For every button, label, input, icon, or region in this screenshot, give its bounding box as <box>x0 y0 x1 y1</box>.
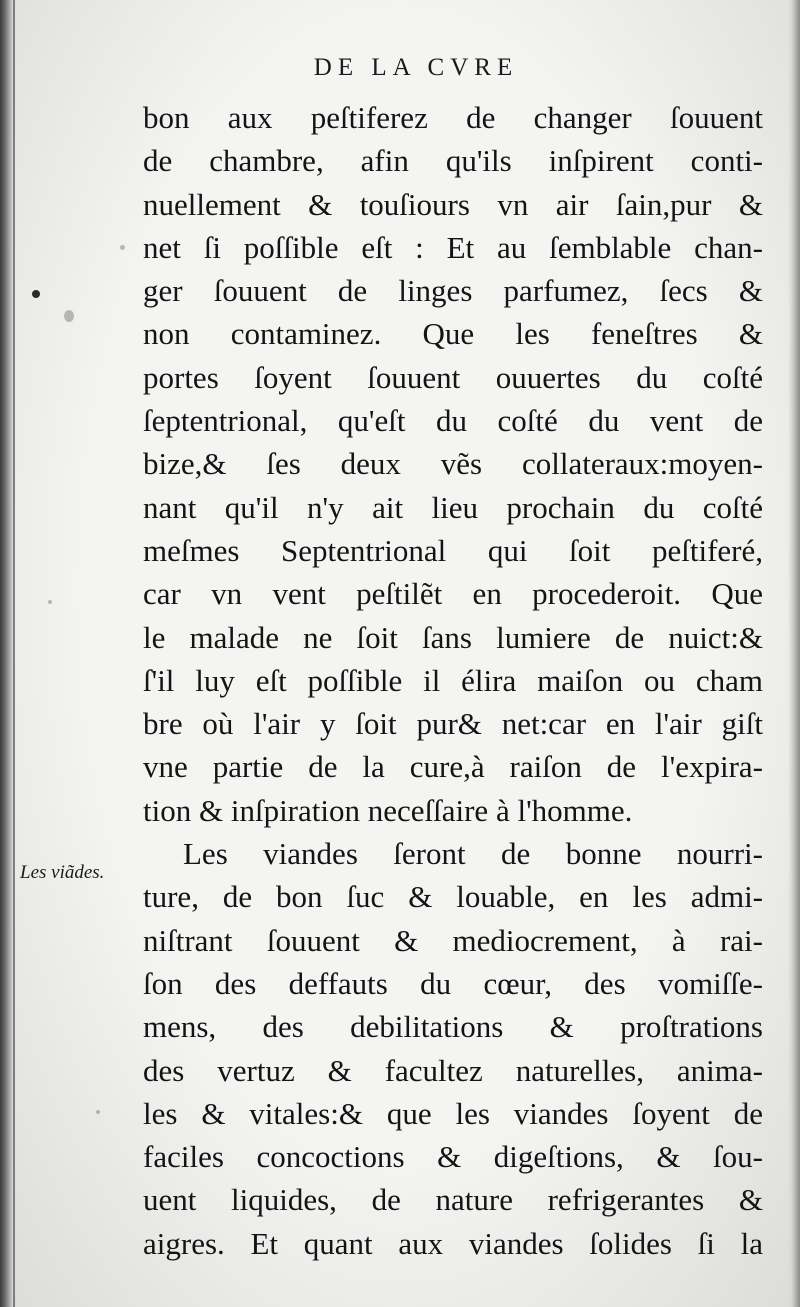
text-line: uent liquides, de nature refrigerantes & <box>143 1182 763 1218</box>
text-line: aigres. Et quant aux viandes ſolides ſi la <box>143 1225 763 1261</box>
text-line: les & vitales:& que les viandes ſoyent de <box>143 1095 763 1131</box>
running-head: DE LA CVRE <box>313 54 519 81</box>
ink-dot <box>32 290 40 298</box>
text-line: ſon des deffauts du cœur, des vomiſſe- <box>143 965 763 1001</box>
body-text <box>143 96 763 1265</box>
paper-speck <box>64 310 74 322</box>
text-line: bre où l'air y ſoit pur& net:car en l'air giſt <box>143 706 763 742</box>
text-line: vne partie de la cure,à raiſon de l'expira- <box>143 749 763 785</box>
text-line: ſ'il luy eſt poſſible il élira maiſon ou cham <box>143 662 763 698</box>
text-line: net ſi poſſible eſt : Et au ſemblable chan- <box>143 229 763 265</box>
gutter-line <box>13 0 15 1307</box>
text-line: non contaminez. Que les feneſtres & <box>143 316 763 352</box>
text-line: le malade ne ſoit ſans lumiere de nuict:& <box>143 619 763 655</box>
text-line: car vn vent peſtilẽt en procederoit. Que <box>143 576 763 612</box>
text-line: portes ſoyent ſouuent ouuertes du coſté <box>143 359 763 395</box>
text-line: tion & inſpiration neceſſaire à l'homme. <box>143 792 633 828</box>
text-line: meſmes Septentrional qui ſoit peſtiferé, <box>143 532 763 568</box>
paper-speck <box>120 245 125 250</box>
text-line: ture, de bon ſuc & louable, en les admi- <box>143 879 763 915</box>
text-line: bize,& ſes deux vẽs collateraux:moyen- <box>143 446 763 482</box>
page-gutter-shadow <box>0 0 14 1307</box>
paper-speck <box>96 1110 100 1114</box>
margin-note: Les viãdes. <box>20 862 105 883</box>
text-line: ſeptentrional, qu'eſt du coſté du vent de <box>143 403 763 439</box>
text-line: niſtrant ſouuent & mediocrement, à rai- <box>143 922 763 958</box>
text-line: bon aux peſtiferez de changer ſouuent <box>143 100 763 135</box>
text-line: mens, des debilitations & proſtrations <box>143 1009 763 1045</box>
text-line: des vertuz & facultez naturelles, anima- <box>143 1052 763 1088</box>
page-edge-shadow <box>788 0 800 1307</box>
text-line: ger ſouuent de linges parfumez, ſecs & <box>143 273 763 309</box>
paper-speck <box>48 600 52 604</box>
text-line: faciles concoctions & digeſtions, & ſou- <box>143 1139 763 1175</box>
text-line: nant qu'il n'y ait lieu prochain du coſté <box>143 489 763 525</box>
text-line: Les viandes ſeront de bonne nourri- <box>183 836 763 872</box>
text-line: nuellement & touſiours vn air ſain,pur & <box>143 186 763 222</box>
text-line: de chambre, afin qu'ils inſpirent conti- <box>143 143 763 179</box>
